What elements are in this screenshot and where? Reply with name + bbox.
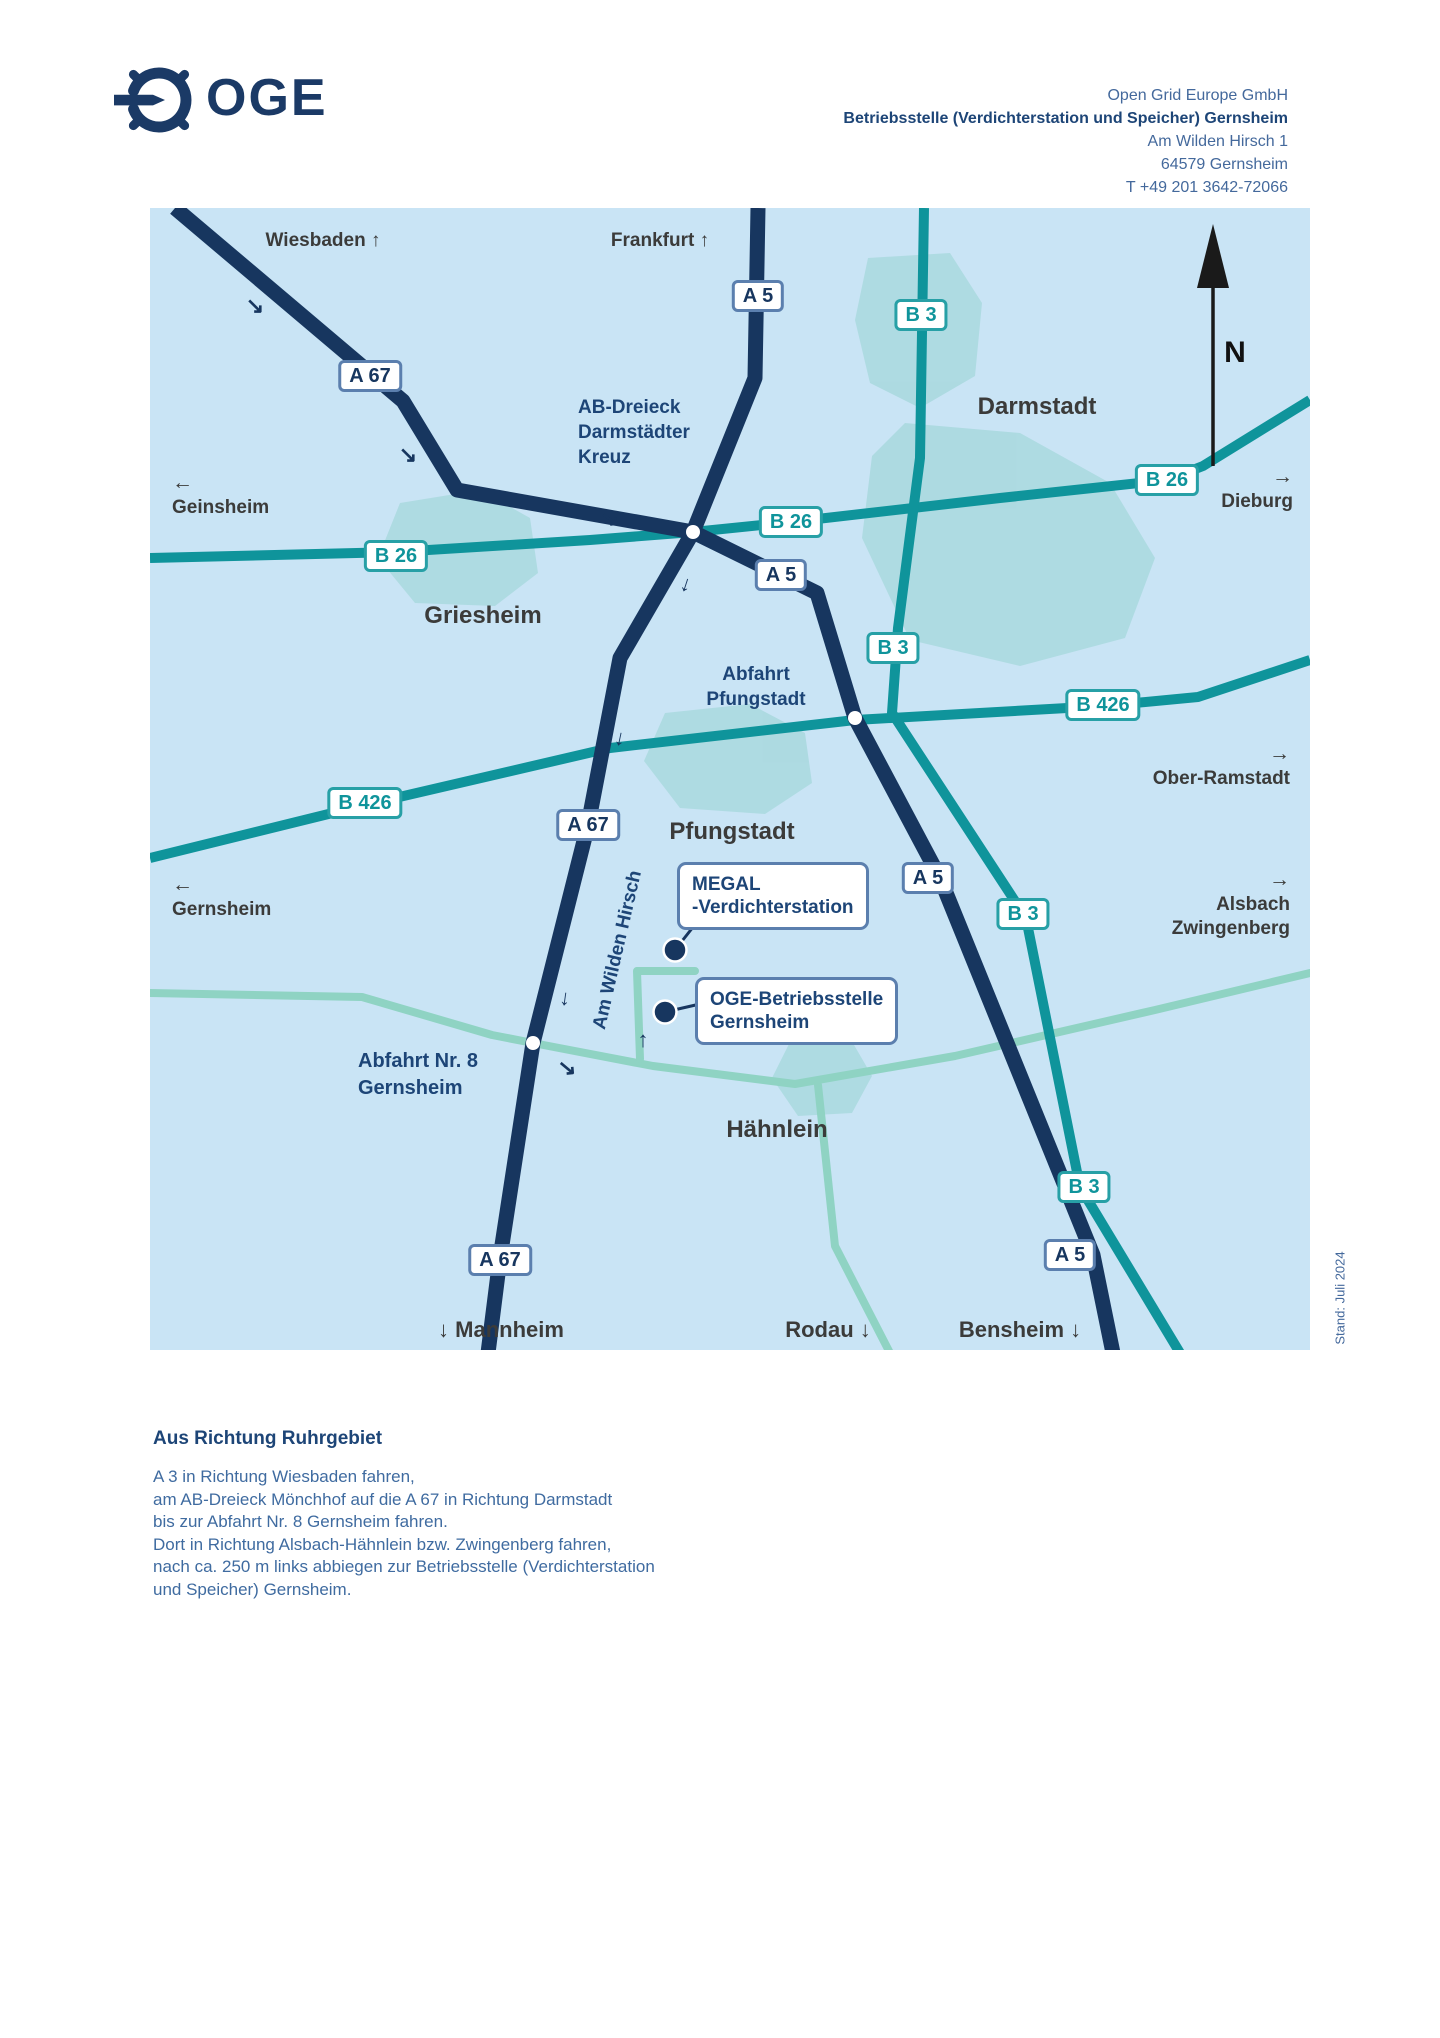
badge-a5: A 5	[1044, 1239, 1096, 1271]
footer-directions-text	[153, 1466, 655, 1601]
direction-dieburg: → Dieburg	[1221, 465, 1293, 512]
label-abfahrt-nr8: Abfahrt Nr. 8 Gernsheim	[358, 1050, 479, 1099]
junction-dot-abfahrt-pfungstadt	[848, 711, 862, 725]
direction-rodau: Rodau ↓	[785, 1317, 871, 1342]
badge-a5: A 5	[755, 559, 807, 591]
direction-bensheim: Bensheim ↓	[958, 1317, 1082, 1342]
route-arrow-icon: ↓	[677, 569, 696, 598]
direction-frankfurt: Frankfurt ↑	[610, 230, 710, 251]
direction-wiesbaden: Wiesbaden ↑	[265, 230, 381, 251]
header-address-block	[843, 84, 1288, 199]
directions-line: Dort in Richtung Alsbach-Hähnlein bzw. Zwingenberg fahren,	[153, 1534, 612, 1554]
address-company: Open Grid Europe GmbH	[1107, 87, 1288, 104]
badge-b26: B 26	[1135, 464, 1199, 496]
badge-a5: A 5	[902, 862, 954, 894]
directions-line: und Speicher) Gernsheim.	[153, 1579, 352, 1599]
address-site: Betriebsstelle (Verdichterstation und Speicher) Gernsheim	[843, 110, 1288, 127]
badge-b3: B 3	[866, 632, 919, 664]
version-date-label: Stand: Juli 2024	[1332, 1251, 1348, 1345]
direction-geinsheim: ← Geinsheim	[172, 471, 270, 518]
badge-a67: A 67	[556, 809, 620, 841]
right-arrow-icon: →	[1269, 742, 1290, 765]
route-arrow-icon: ↑	[637, 1027, 649, 1052]
footer-heading: Aus Richtung Ruhrgebiet	[153, 1428, 383, 1449]
left-arrow-icon: ←	[172, 471, 193, 494]
route-arrow-icon: ↘	[245, 293, 265, 318]
direction-mannheim: ↓ Mannheim	[438, 1317, 564, 1342]
directions-line: A 3 in Richtung Wiesbaden fahren,	[153, 1467, 415, 1486]
city-pfungstadt: Pfungstadt	[669, 818, 795, 845]
badge-b3: B 3	[894, 299, 947, 331]
direction-alsbach-zwingenberg: → Alsbach Zwingenberg	[1171, 868, 1290, 939]
oge-logo-wordmark: OGE	[206, 69, 328, 127]
address-city: 64579 Gernsheim	[1160, 156, 1288, 173]
direction-gernsheim: ← Gernsheim	[172, 873, 272, 920]
badge-b3: B 3	[996, 898, 1049, 930]
label-abfahrt-pfungstadt: Abfahrt Pfungstadt	[706, 664, 806, 710]
city-darmstadt: Darmstadt	[977, 393, 1097, 420]
right-arrow-icon: →	[1272, 465, 1293, 488]
badge-a67: A 67	[338, 360, 402, 392]
road-a67	[175, 208, 696, 1350]
badge-b3: B 3	[1057, 1171, 1110, 1203]
junction-dot-abfahrt-gernsheim	[526, 1036, 540, 1050]
road-rodau	[818, 1085, 890, 1350]
route-map	[150, 208, 1310, 1350]
badge-b426: B 426	[1065, 689, 1140, 721]
pfungstadt-area	[644, 704, 812, 814]
route-arrow-icon: ↓	[557, 984, 573, 1011]
route-arrow-icon: ↓	[612, 724, 629, 751]
junction-dot-darmstaedter-kreuz	[686, 525, 700, 539]
map-graphics	[150, 208, 1310, 1350]
badge-b26: B 26	[364, 540, 428, 572]
directions-line: nach ca. 250 m links abbiegen zur Betriebsstelle (Verdichterstation	[153, 1557, 655, 1576]
badge-a67: A 67	[468, 1244, 532, 1276]
left-arrow-icon: ←	[172, 873, 193, 896]
badge-b26: B 26	[759, 506, 823, 538]
label-ab-dreieck: AB-Dreieck Darmstädter Kreuz	[578, 397, 690, 468]
city-griesheim: Griesheim	[424, 602, 542, 629]
route-arrow-icon: ↘	[398, 442, 418, 467]
callout-oge-betriebsstelle: OGE-Betriebsstelle Gernsheim	[695, 977, 898, 1045]
route-arrow-icon: ↘	[556, 1054, 578, 1081]
address-phone: T +49 201 3642-72066	[1125, 179, 1288, 196]
badge-b426: B 426	[327, 787, 402, 819]
oge-logo-gear-icon	[114, 73, 186, 127]
street-am-wilden-hirsch: Am Wilden Hirsch	[589, 868, 647, 1032]
directions-line: bis zur Abfahrt Nr. 8 Gernsheim fahren.	[153, 1512, 448, 1531]
badge-a5: A 5	[732, 280, 784, 312]
direction-ober-ramstadt: → Ober-Ramstadt	[1152, 742, 1290, 789]
directions-line: am AB-Dreieck Mönchhof auf die A 67 in Richtung Darmstadt	[153, 1489, 613, 1509]
city-haehnlein: Hähnlein	[726, 1116, 828, 1143]
compass-north-label: N	[1224, 336, 1246, 369]
megal-station-marker	[664, 939, 687, 962]
route-arrow-icon: ↘	[598, 504, 622, 533]
address-street: Am Wilden Hirsch 1	[1147, 133, 1288, 150]
oge-betriebsstelle-marker	[654, 1001, 677, 1024]
right-arrow-icon: →	[1269, 868, 1290, 891]
callout-megal: MEGAL -Verdichterstation	[677, 862, 869, 930]
